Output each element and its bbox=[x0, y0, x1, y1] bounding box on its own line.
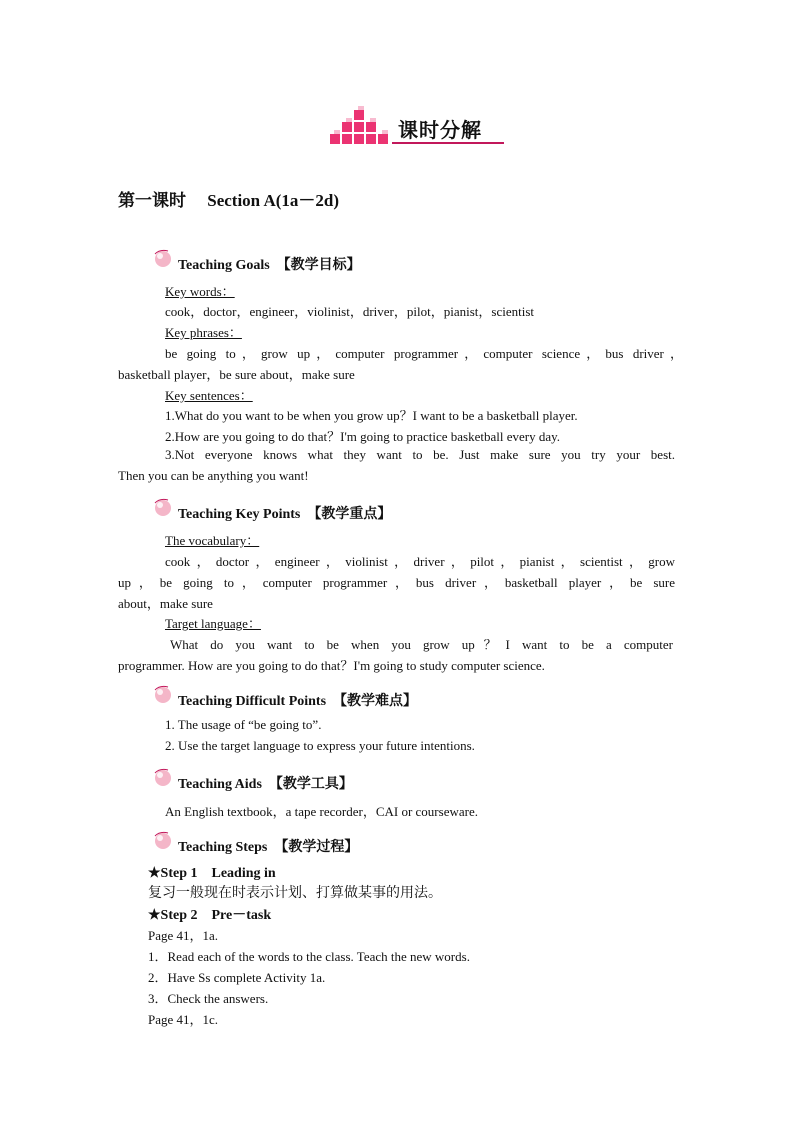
heading-label: Teaching Steps 【教学过程】 bbox=[178, 840, 359, 855]
heading-label: Teaching Goals 【教学目标】 bbox=[178, 258, 361, 273]
difficult-point-2: 2. Use the target language to express your future intentions. bbox=[165, 738, 475, 753]
key-phrases-label: Key phrases： bbox=[165, 325, 242, 340]
step-item-3: 3．Check the answers. bbox=[148, 991, 269, 1006]
target-language-label: Target language： bbox=[165, 616, 261, 631]
section-title: 第一课时 Section A(1a－2d) bbox=[118, 191, 339, 210]
vocabulary-label: The vocabulary： bbox=[165, 533, 260, 548]
section-banner bbox=[328, 106, 504, 152]
cubes-logo-icon bbox=[328, 106, 398, 152]
key-sentence-3a: 3.Not everyone knows what they want to be. Just make sure you try your best. bbox=[165, 447, 675, 462]
page-ref-1c: Page 41，1c. bbox=[148, 1012, 219, 1027]
key-sentence-3b: Then you can be anything you want! bbox=[118, 468, 309, 483]
bullet-ball-icon bbox=[152, 684, 174, 704]
key-sentence-1: 1.What do you want to be when you grow up？I want to be a basketball player. bbox=[165, 408, 578, 423]
key-words-label: Key words： bbox=[165, 284, 235, 299]
step-1-title: ★Step 1 Leading in bbox=[148, 866, 276, 881]
bullet-ball-icon bbox=[152, 248, 174, 268]
page-ref-1a: Page 41，1a. bbox=[148, 928, 219, 943]
step-item-1: 1．Read each of the words to the class. Teach the new words. bbox=[148, 949, 470, 964]
heading-label: Teaching Aids 【教学工具】 bbox=[178, 777, 353, 792]
bullet-ball-icon bbox=[152, 767, 174, 787]
vocabulary-line-3: about，make sure bbox=[118, 596, 213, 611]
bullet-ball-icon bbox=[152, 497, 174, 517]
banner-title: 课时分解 bbox=[398, 118, 482, 142]
banner-underline bbox=[392, 142, 504, 144]
heading-label: Teaching Difficult Points 【教学难点】 bbox=[178, 694, 418, 709]
step-item-2: 2．Have Ss complete Activity 1a. bbox=[148, 970, 326, 985]
vocabulary-line-1: cook，doctor，engineer，violinist，driver，pilot，pianist，scientist，grow bbox=[165, 554, 675, 569]
bullet-ball-icon bbox=[152, 830, 174, 850]
target-language-line-1: What do you want to be when you grow up？I want to be a computer bbox=[170, 637, 673, 652]
target-language-line-2: programmer. How are you going to do that？I'm going to study computer science. bbox=[118, 658, 545, 673]
step-1-text: 复习一般现在时表示计划、打算做某事的用法。 bbox=[148, 885, 442, 901]
key-words: cook，doctor，engineer，violinist，driver，pilot，pianist，scientist bbox=[165, 304, 534, 319]
difficult-point-1: 1. The usage of “be going to”. bbox=[165, 717, 322, 732]
key-sentence-2: 2.How are you going to do that？I'm going to practice basketball every day. bbox=[165, 429, 561, 444]
step-2-title: ★Step 2 Pre－task bbox=[148, 908, 272, 923]
heading-label: Teaching Key Points 【教学重点】 bbox=[178, 507, 392, 522]
vocabulary-line-2: up，be going to，computer programmer，bus driver，basketball player，be sure bbox=[118, 575, 675, 590]
key-sentences-label: Key sentences： bbox=[165, 388, 253, 403]
key-phrases-line-2: basketball player，be sure about，make sure bbox=[118, 367, 355, 382]
key-phrases-line-1: be going to，grow up，computer programmer，computer science，bus driver， bbox=[165, 346, 683, 361]
teaching-aids-text: An English textbook，a tape recorder，CAI or courseware. bbox=[165, 804, 478, 819]
